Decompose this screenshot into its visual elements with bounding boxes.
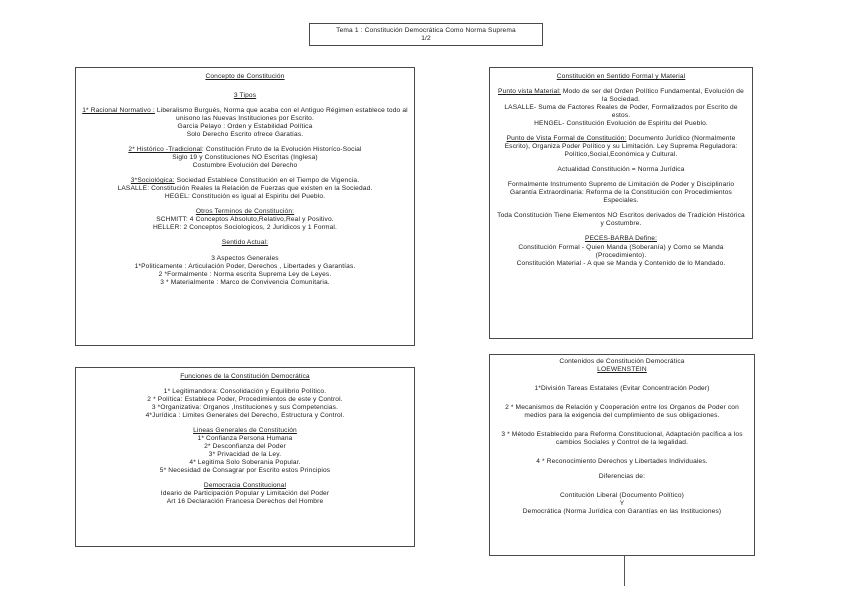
funcion-1: 1* Legitimandora: Consolidación y Equilibrio Político. bbox=[163, 388, 327, 396]
pvf-block bbox=[496, 135, 746, 159]
racional-author: García Pelayo : Orden y Estabilidad Política bbox=[177, 123, 313, 131]
pvm-lasalle: LASALLE- Suma de Factores Reales de Poder, Formalizados por Escrito de estos. bbox=[504, 104, 738, 120]
liberal-text: Contitución Liberal (Documento Político) bbox=[559, 492, 684, 500]
pvm-block bbox=[496, 88, 746, 104]
sociologica-hegel: HEGEL: Constitución es igual al Espiritu del Pueblo. bbox=[164, 193, 326, 201]
funcion-4: 4*Jurídica : Limites Generales del Derecho, Estructura y Control. bbox=[145, 412, 345, 420]
peces-label: PECES-BARBA Define: bbox=[584, 235, 658, 243]
concepto-heading: Concepto de Constitución bbox=[205, 73, 285, 80]
connector-line bbox=[624, 556, 625, 586]
toda-text: Toda Constitución Tiene Elementos NO Escritos derivados de Tradición Histórica y Costumbre. bbox=[497, 212, 745, 228]
actual-intro: 3 Aspectos Generales bbox=[211, 254, 279, 262]
pvm-label: Punto vista Material: bbox=[498, 88, 561, 96]
actual-item-3: 3 * Materialmente : Marco de Convivencia Comunitaria. bbox=[160, 278, 330, 286]
otros-heading: Otros Terminos de Constitución: bbox=[195, 208, 295, 216]
pvm-text: Modo de ser del Orden Político Fundamental, Evolución de la Sociedad. bbox=[562, 88, 744, 104]
actualidad-text: Actualidad Constitución = Norma Jurídica bbox=[557, 166, 685, 174]
peces-material: Constitución Material - A que se Manda y Contenido de lo Mandado. bbox=[516, 259, 726, 267]
formalmente-text: Formalmente Instrumento Supremo de Limitación de Poder y Disciplinario bbox=[507, 181, 735, 189]
linea-4: 4* Legitima Solo Soberania Popular. bbox=[189, 459, 301, 467]
otros-schmitt: SCHMITT: 4 Conceptos Absoluto,Relativo,Real y Positivo. bbox=[156, 216, 334, 224]
contenidos-box bbox=[489, 354, 755, 556]
sociologica-lasalle: LASALLE: Constitución Reales la Relación de Fuerzas que existen en la Sociedad. bbox=[117, 185, 373, 193]
historico-block bbox=[82, 146, 408, 154]
y-text: Y bbox=[619, 500, 625, 508]
contenidos-heading: Contenidos de Constitución Democrática bbox=[559, 358, 685, 365]
garantia-text: Garantía Extraordinaria: Reforma de la Constitución con Procedimientos Especiales. bbox=[510, 189, 732, 205]
actual-item-1: 1*Politicamente : Articulación Poder, Derechos , Libertades y Garantías. bbox=[134, 262, 356, 270]
funciones-heading: Funciones de la Constitución Democrática bbox=[180, 373, 310, 380]
concepto-box bbox=[75, 67, 415, 346]
sociologica-text: Sociedad Establece Constitución en el Tiempo de Vigencia. bbox=[176, 177, 360, 185]
funciones-box bbox=[75, 367, 415, 547]
tipos-heading: 3 Tipos bbox=[233, 92, 257, 100]
linea-1: 1* Confianza Persona Humana bbox=[197, 435, 293, 443]
pvm-hegel: HENGEL- Constitución Evolución de Espiritu del Pueblo. bbox=[534, 120, 708, 128]
pvf-label: Punto de Vista Formal de Constitución: bbox=[506, 135, 627, 143]
pvf-text: Documento Jurídico (Normalmente Escrito), Organiza Poder Político y su Limitación. Ley Suprema Reguladora: Político,Social,Económica y Cultural. bbox=[504, 135, 738, 159]
actual-item-2: 2 *Formalmente : Norma escrita Suprema Ley de Leyes. bbox=[158, 270, 332, 278]
formal-material-box bbox=[489, 67, 753, 339]
page-number: 1/2 bbox=[421, 35, 431, 43]
historico-label: 2* Histórico -Tradicional bbox=[128, 146, 202, 154]
otros-heller: HELLER: 2 Conceptos Sociologicos, 2 Jurídicos y 1 Formal. bbox=[152, 224, 338, 232]
funcion-3: 3 *Organizativa: Organos ,Instituciones y sus Competencias. bbox=[151, 404, 339, 412]
contenido-3: 3 * Método Establecido para Reforma Constitucional, Adaptación pacífica a los cambios Sociales y Control de la legalidad. bbox=[501, 431, 743, 447]
page-title: Tema 1 : Constitución Democrática Como Norma Suprema bbox=[336, 27, 516, 34]
linea-5: 5* Necesidad de Consagrar por Escrito estos Principios bbox=[159, 467, 331, 475]
sociologica-label: 3*Sociológica: bbox=[130, 177, 175, 185]
contenido-2: 2 * Mecanismos de Relación y Cooperación entre los Organos de Poder con medios para la exigencia del cumplimiento de sus obligaciones. bbox=[505, 404, 739, 420]
democracia-1: Ideario de Participación Popular y Limitación del Poder bbox=[160, 490, 330, 498]
democratica-text: Democrática (Norma Jurídica con Garantías en las Instituciones) bbox=[522, 508, 722, 516]
diferencias-text: Diferencias de: bbox=[598, 473, 646, 481]
actual-heading: Sentido Actual: bbox=[221, 239, 269, 247]
racional-block bbox=[82, 107, 408, 123]
historico-line2: Siglo 19 y Constituciones NO Escritas (Inglesa) bbox=[172, 154, 318, 162]
title-box bbox=[309, 23, 543, 46]
linea-3: 3* Privacidad de la Ley. bbox=[208, 451, 282, 459]
contenido-1: 1*División Tareas Estatales (Evitar Concentración Poder) bbox=[534, 385, 710, 393]
formal-material-heading: Constitución en Sentido Formal y Material bbox=[556, 73, 686, 80]
contenidos-author: LOEWENSTEIN bbox=[597, 366, 647, 374]
racional-note: Solo Derecho Escrito ofrece Garatías. bbox=[186, 131, 304, 139]
linea-2: 2* Desconfianza del Poder bbox=[204, 443, 286, 451]
contenido-4: 4 * Reconocimiento Derechos y Libertades Individuales. bbox=[536, 458, 708, 466]
lineas-heading: Lineas Generales de Constitución bbox=[193, 427, 297, 435]
sociologica-block bbox=[82, 177, 408, 185]
peces-formal: Constitución Formal - Quien Manda (Soberanía) y Como se Manda (Procedimiento). bbox=[518, 243, 724, 259]
funcion-2: 2 * Política: Establece Poder, Procedimientos de este y Control. bbox=[147, 396, 343, 404]
historico-text: : Constitución Fruto de la Evolución Historíco-Social bbox=[201, 146, 362, 154]
democracia-heading: Democracia Constitucional bbox=[203, 482, 287, 490]
democracia-2: Art 16 Declaración Francesa Derechos del Hombre bbox=[166, 498, 324, 506]
historico-line3: Costumbre Evolución del Derecho bbox=[192, 162, 298, 170]
racional-label: 1* Racional Normativo : bbox=[82, 107, 155, 115]
racional-text: Liberalismo Burgués, Norma que acaba con el Antiguo Régimen establece todo al unisono las Nuevas Instituciones por Escrito. bbox=[156, 107, 408, 123]
